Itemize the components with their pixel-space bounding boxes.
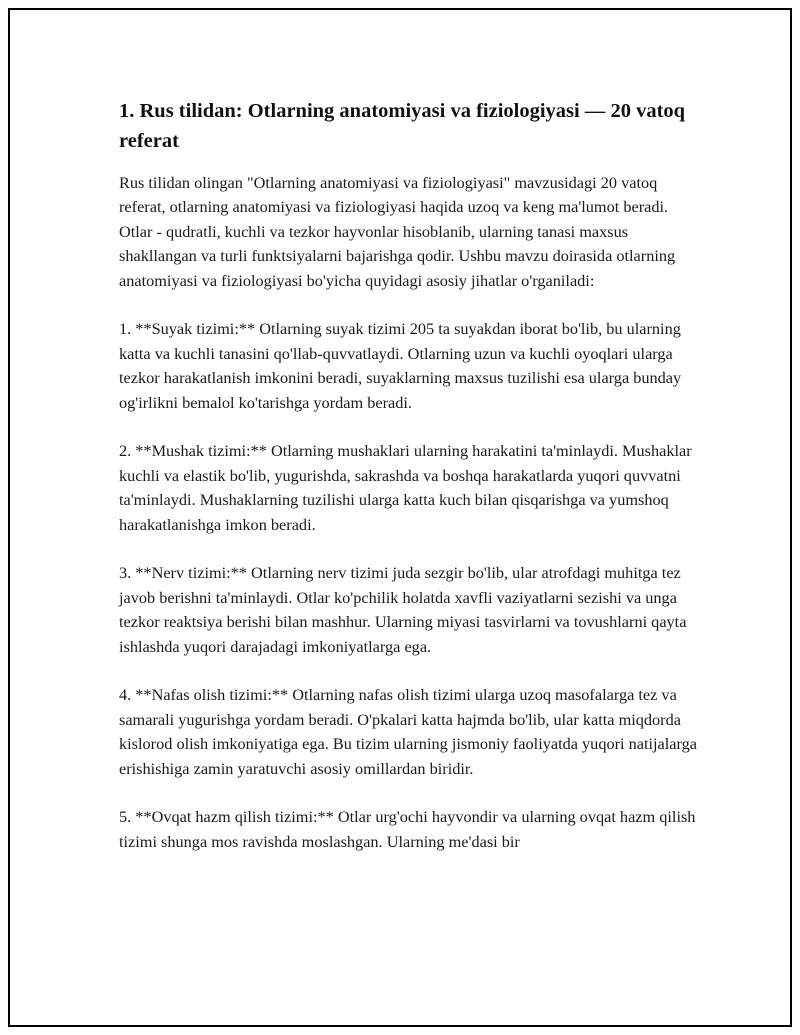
document-title: 1. Rus tilidan: Otlarning anatomiyasi va fiziologiyasi — 20 vatoq referat [119, 100, 686, 152]
intro-paragraph: Rus tilidan olingan "Otlarning anatomiyasi va fiziologiyasi" mavzusidagi 20 vatoq referat, otlarning anatomiyasi va fiziologiyasi haqida uzoq va keng ma'lumot beradi. Otlar - qudratli, kuchli va tezkor hayvonlar hisoblanib, ularning tanasi maxsus shakllangan va turli funktsiyalarni bajarishga qodir. Ushbu mavzu doirasida otlarning anatomiyasi va fiziologiyasi bo'yicha quyidagi asosiy jihatlar o'rganiladi: [119, 173, 676, 290]
document-body [119, 96, 699, 879]
paragraph-skeletal-system: 1. **Suyak tizimi:** Otlarning suyak tizimi 205 ta suyakdan iborat bo'lib, bu ularning katta va kuchli tanasini qo'llab-quvvatlaydi. Otlarning uzun va kuchli oyoqlari ularga tezkor harakatlanish imkonini beradi, suyaklarning maxsus tuzilishi esa ularga bunday og'irlikni bemalol ko'tarishga yordam beradi. [119, 319, 682, 412]
paragraph-respiratory-system: 4. **Nafas olish tizimi:** Otlarning nafas olish tizimi ularga uzoq masofalarga tez va samarali yugurishga yordam beradi. O'pkalari katta hajmda bo'lib, ular katta miqdorda kislorod olish imkoniyatiga ega. Bu tizim ularning jismoniy faoliyatda yuqori natijalarga erishishiga zamin yaratuvchi asosiy omillardan biridir. [119, 685, 698, 778]
paragraph-digestive-system: 5. **Ovqat hazm qilish tizimi:** Otlar urg'ochi hayvondir va ularning ovqat hazm qilish tizimi shunga mos ravishda moslashgan. Ularning me'dasi bir [119, 807, 696, 851]
paragraph-nervous-system: 3. **Nerv tizimi:** Otlarning nerv tizimi juda sezgir bo'lib, ular atrofdagi muhitga tez javob berishni ta'minlaydi. Otlar ko'pchilik holatda xavfli vaziyatlarni sezishi va unga tezkor reaktsiya berishi bilan mashhur. Ularning miyasi tasvirlarni va tovushlarni qayta ishlashda yuqori darajadagi imkoniyatlarga ega. [119, 563, 687, 656]
page-frame [8, 8, 792, 1027]
paragraph-muscular-system: 2. **Mushak tizimi:** Otlarning mushaklari ularning harakatini ta'minlaydi. Mushaklar kuchli va elastik bo'lib, yugurishda, sakrashda va boshqa harakatlarda yuqori quvvatni ta'minlaydi. Mushaklarning tuzilishi ularga katta kuch bilan qisqarishga va yumshoq harakatlanishga imkon beradi. [119, 441, 692, 534]
